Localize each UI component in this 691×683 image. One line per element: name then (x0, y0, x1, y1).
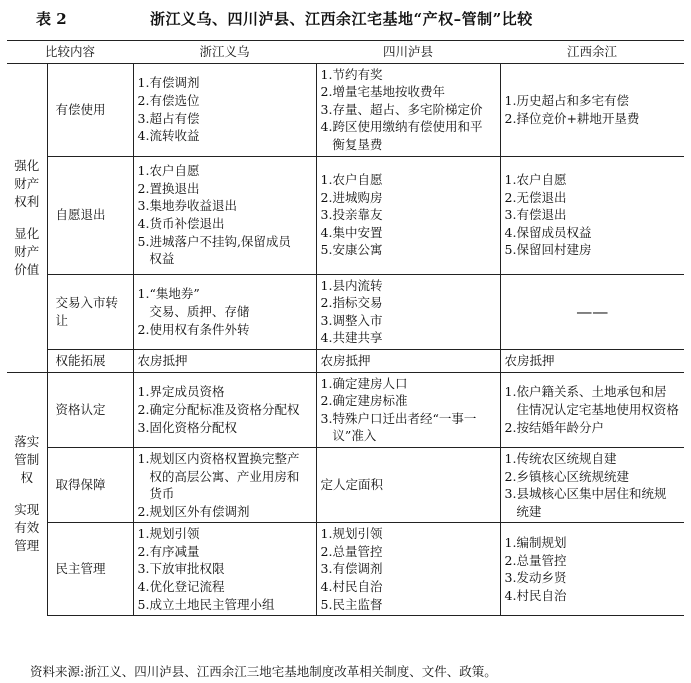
sub-category-cell: 民主管理 (47, 523, 133, 616)
cell-item: 1.有偿调剂 (137, 75, 200, 91)
cell-item: 1.农户自愿 (320, 172, 383, 188)
cell-luxian (316, 523, 500, 616)
category-text: 有效 (14, 520, 40, 536)
cell-item: 1.规划区内资格权置换完整产 (137, 450, 300, 466)
cell-item: 4.跨区使用缴纳有偿使用和平 (320, 119, 483, 135)
cell-yujiang (500, 523, 684, 616)
cell-luxian (316, 274, 500, 349)
cell-item: 2.规划区外有偿调剂 (137, 503, 250, 519)
cell-item: 4.村民自治 (320, 579, 383, 595)
cell-luxian (316, 349, 500, 372)
cell-yiwu (133, 274, 316, 349)
cell-yiwu (133, 372, 316, 447)
category-text: 权利 (14, 193, 40, 209)
table-row (7, 523, 684, 616)
cell-yiwu (133, 349, 316, 372)
cell-item: 5.安康公寓 (320, 242, 383, 258)
category-text: 财产 (14, 175, 40, 191)
cell-item: 2.无偿退出 (504, 189, 567, 205)
cell-yujiang (500, 274, 684, 349)
cell-item: 住情况认定宅基地使用权资格 (504, 401, 679, 417)
cell-item: 权的高层公寓、产业用房和 (137, 468, 300, 484)
category-cell (7, 63, 47, 372)
table-row (7, 274, 684, 349)
cell-item: 3.超占有偿 (137, 110, 200, 126)
cell-item: 交易、质押、存储 (137, 303, 250, 319)
cell-item: 2.总量管控 (320, 543, 383, 559)
cell-item: 统建 (504, 503, 542, 519)
cell-item: 1.“集地券” (137, 286, 200, 302)
cell-item: 3.下放审批权限 (137, 561, 225, 577)
cell-item: 2.乡镇核心区统规统建 (504, 468, 629, 484)
cell-item: 2.有序减量 (137, 543, 200, 559)
sub-category-cell: 交易入市转让 (47, 274, 133, 349)
cell-yiwu (133, 447, 316, 522)
category-text: 强化 (14, 157, 40, 173)
header-luxian: 四川泸县 (316, 41, 500, 64)
category-text: 显化 (14, 225, 40, 241)
cell-item: 权益 (137, 251, 175, 267)
cell-item: 1.传统农区统规自建 (504, 450, 617, 466)
cell-item: 1.依户籍关系、土地承包和居 (504, 384, 667, 400)
cell-item: 2.指标交易 (320, 295, 383, 311)
category-text: 管理 (14, 538, 40, 554)
cell-item: 衡复垦费 (320, 136, 383, 152)
header-yiwu: 浙江义乌 (133, 41, 316, 64)
cell-item: 1.确定建房人口 (320, 375, 408, 391)
cell-yiwu (133, 156, 316, 274)
cell-item: 议”准入 (320, 428, 377, 444)
sub-category-cell: 资格认定 (47, 372, 133, 447)
cell-item: 2.有偿选位 (137, 92, 200, 108)
cell-yujiang (500, 349, 684, 372)
cell-item: 农房抵押 (320, 352, 371, 368)
cell-item: 2.进城购房 (320, 189, 383, 205)
table-row (7, 447, 684, 522)
table-title (0, 8, 691, 34)
cell-item: 3.投亲靠友 (320, 207, 383, 223)
cell-luxian (316, 63, 500, 156)
cell-item: 2.确定建房标准 (320, 393, 408, 409)
cell-item: 1.县内流转 (320, 277, 383, 293)
category-text: 实现 (14, 502, 40, 518)
category-text: 价值 (14, 261, 40, 277)
cell-luxian (316, 447, 500, 522)
cell-item: 4.优化登记流程 (137, 579, 225, 595)
cell-item: 2.总量管控 (504, 552, 567, 568)
cell-item: 2.确定分配标准及资格分配权 (137, 401, 300, 417)
sub-category-cell: 自愿退出 (47, 156, 133, 274)
sub-category-cell: 权能拓展 (47, 349, 133, 372)
table-row (7, 63, 684, 156)
cell-item: 1.历史超占和多宅有偿 (504, 92, 629, 108)
cell-item: 1.农户自愿 (504, 172, 567, 188)
cell-item: 5.进城落户不挂钩,保留成员 (137, 233, 291, 249)
cell-item: 4.共建共享 (320, 330, 383, 346)
cell-item: 定人定面积 (320, 477, 384, 493)
cell-item: 2.置换退出 (137, 180, 200, 196)
cell-item: 1.农户自愿 (137, 163, 200, 179)
cell-item: 2.按结婚年龄分户 (504, 419, 604, 435)
cell-item: 3.存量、超占、多宅阶梯定价 (320, 101, 483, 117)
cell-item: 1.规划引领 (320, 526, 383, 542)
cell-item: 3.县城核心区集中居住和统规 (504, 486, 667, 502)
comparison-table (7, 40, 684, 616)
cell-item: 2.增量宅基地按收费年 (320, 84, 445, 100)
cell-item: 5.保留回村建房 (504, 242, 592, 258)
category-text: 权 (20, 470, 33, 486)
cell-yujiang (500, 372, 684, 447)
category-text: 管制 (14, 452, 40, 468)
cell-item: 农房抵押 (504, 352, 555, 368)
cell-item: 1.节约有奖 (320, 66, 383, 82)
cell-item: 3.调整入市 (320, 312, 383, 328)
table-row (7, 349, 684, 372)
cell-item: 农房抵押 (137, 352, 188, 368)
cell-item: 1.界定成员资格 (137, 384, 225, 400)
table-body (7, 63, 684, 616)
cell-item: 货币 (137, 486, 175, 502)
cell-yujiang (500, 447, 684, 522)
table-row (7, 372, 684, 447)
header-yujiang: 江西余江 (500, 41, 684, 64)
cell-item: 2.使用权有条件外转 (137, 321, 250, 337)
cell-luxian (316, 372, 500, 447)
cell-item: 5.成立土地民主管理小组 (137, 596, 275, 612)
cell-item: 3.集地券收益退出 (137, 198, 237, 214)
source-note: 资料来源:浙江义、四川泸县、江西余江三地宅基地制度改革相关制度、文件、政策。 (30, 664, 497, 679)
sub-category-cell: 取得保障 (47, 447, 133, 522)
cell-item: 3.有偿调剂 (320, 561, 383, 577)
cell-item: 4.货币补偿退出 (137, 216, 225, 232)
cell-item: 3.发动乡贤 (504, 570, 567, 586)
category-text: 财产 (14, 243, 40, 259)
cell-yujiang (500, 63, 684, 156)
sub-category-cell: 有偿使用 (47, 63, 133, 156)
cell-item: 5.民主监督 (320, 596, 383, 612)
cell-item: 1.编制规划 (504, 535, 567, 551)
header-compare: 比较内容 (7, 41, 133, 64)
cell-item: 4.保留成员权益 (504, 224, 592, 240)
table-row (7, 156, 684, 274)
cell-yiwu (133, 523, 316, 616)
cell-luxian (316, 156, 500, 274)
category-text (11, 487, 43, 501)
table-number: 表 2 (36, 10, 67, 28)
table-caption: 浙江义乌、四川泸县、江西余江宅基地“产权–管制”比较 (150, 10, 533, 28)
category-text (11, 211, 43, 225)
cell-item: 2.择位竞价+耕地开垦费 (504, 110, 640, 126)
category-cell (7, 372, 47, 616)
cell-item: 3.固化资格分配权 (137, 419, 237, 435)
cell-yujiang (500, 156, 684, 274)
cell-item: 1.规划引领 (137, 526, 200, 542)
cell-item: —— (576, 301, 609, 321)
category-text: 落实 (14, 434, 40, 450)
cell-item: 3.特殊户口迁出者经“一事一 (320, 410, 477, 426)
cell-item: 3.有偿退出 (504, 207, 567, 223)
cell-item: 4.村民自治 (504, 587, 567, 603)
cell-item: 4.集中安置 (320, 224, 383, 240)
cell-yiwu (133, 63, 316, 156)
cell-item: 4.流转收益 (137, 128, 200, 144)
